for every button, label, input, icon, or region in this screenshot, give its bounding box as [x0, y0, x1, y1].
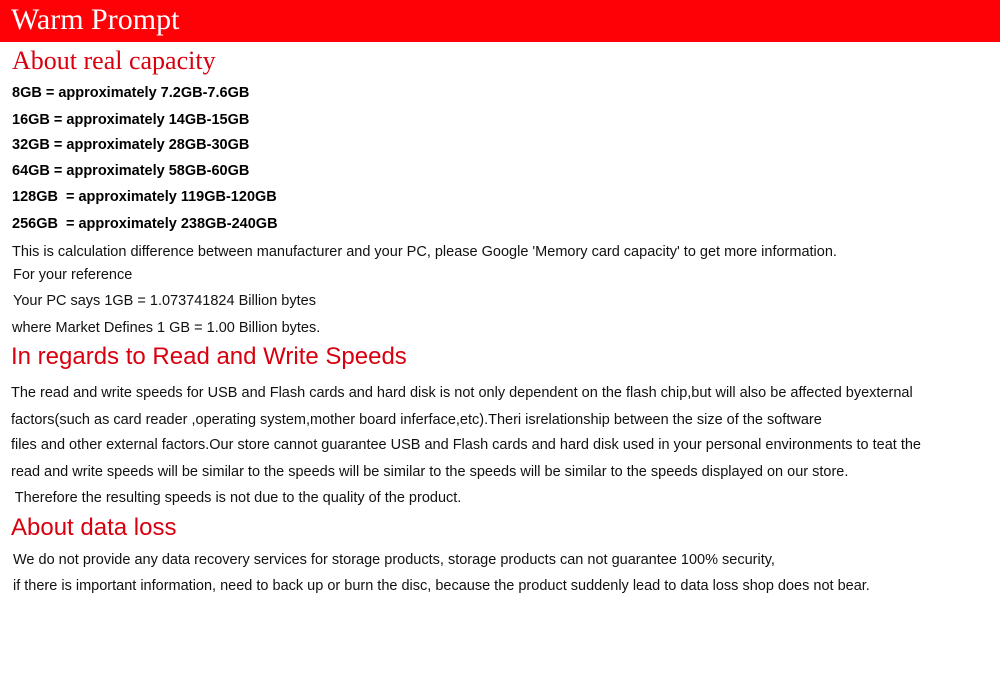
- capacity-row-64gb: 64GB = approximately 58GB-60GB: [12, 163, 250, 179]
- capacity-note: This is calculation difference between manufacturer and your PC, please Google 'Memory card capacity' to get more information.: [12, 244, 837, 260]
- speeds-line: factors(such as card reader ,operating system,mother board inferface,etc).Theri isrelationship between the size of the software: [11, 412, 822, 428]
- data-loss-heading: About data loss: [11, 514, 177, 541]
- speeds-line: Therefore the resulting speeds is not due to the quality of the product.: [11, 490, 462, 506]
- capacity-heading: About real capacity: [12, 46, 216, 75]
- banner-title: Warm Prompt: [11, 3, 180, 36]
- capacity-row-16gb: 16GB = approximately 14GB-15GB: [12, 112, 250, 128]
- capacity-reference: For your reference: [13, 267, 133, 283]
- warm-prompt-banner: [0, 0, 1000, 42]
- capacity-row-32gb: 32GB = approximately 28GB-30GB: [12, 137, 250, 153]
- speeds-line: read and write speeds will be similar to the speeds will be similar to the speeds will be similar to the speeds displayed on our store.: [11, 464, 849, 480]
- capacity-row-256gb: 256GB = approximately 238GB-240GB: [12, 216, 278, 232]
- speeds-line: The read and write speeds for USB and Flash cards and hard disk is not only dependent on the flash chip,but will also be affected byexternal: [11, 385, 913, 401]
- speeds-line: files and other external factors.Our store cannot guarantee USB and Flash cards and hard disk used in your personal environments to teat the: [11, 437, 921, 453]
- speeds-heading: In regards to Read and Write Speeds: [11, 343, 407, 370]
- data-loss-line: if there is important information, need to back up or burn the disc, because the product suddenly lead to data loss shop does not bear.: [13, 578, 870, 594]
- market-gb-definition: where Market Defines 1 GB = 1.00 Billion bytes.: [12, 320, 321, 336]
- capacity-row-8gb: 8GB = approximately 7.2GB-7.6GB: [12, 85, 250, 101]
- capacity-row-128gb: 128GB = approximately 119GB-120GB: [12, 189, 277, 205]
- data-loss-line: We do not provide any data recovery services for storage products, storage products can not guarantee 100% security,: [13, 552, 775, 568]
- pc-gb-definition: Your PC says 1GB = 1.073741824 Billion bytes: [13, 293, 316, 309]
